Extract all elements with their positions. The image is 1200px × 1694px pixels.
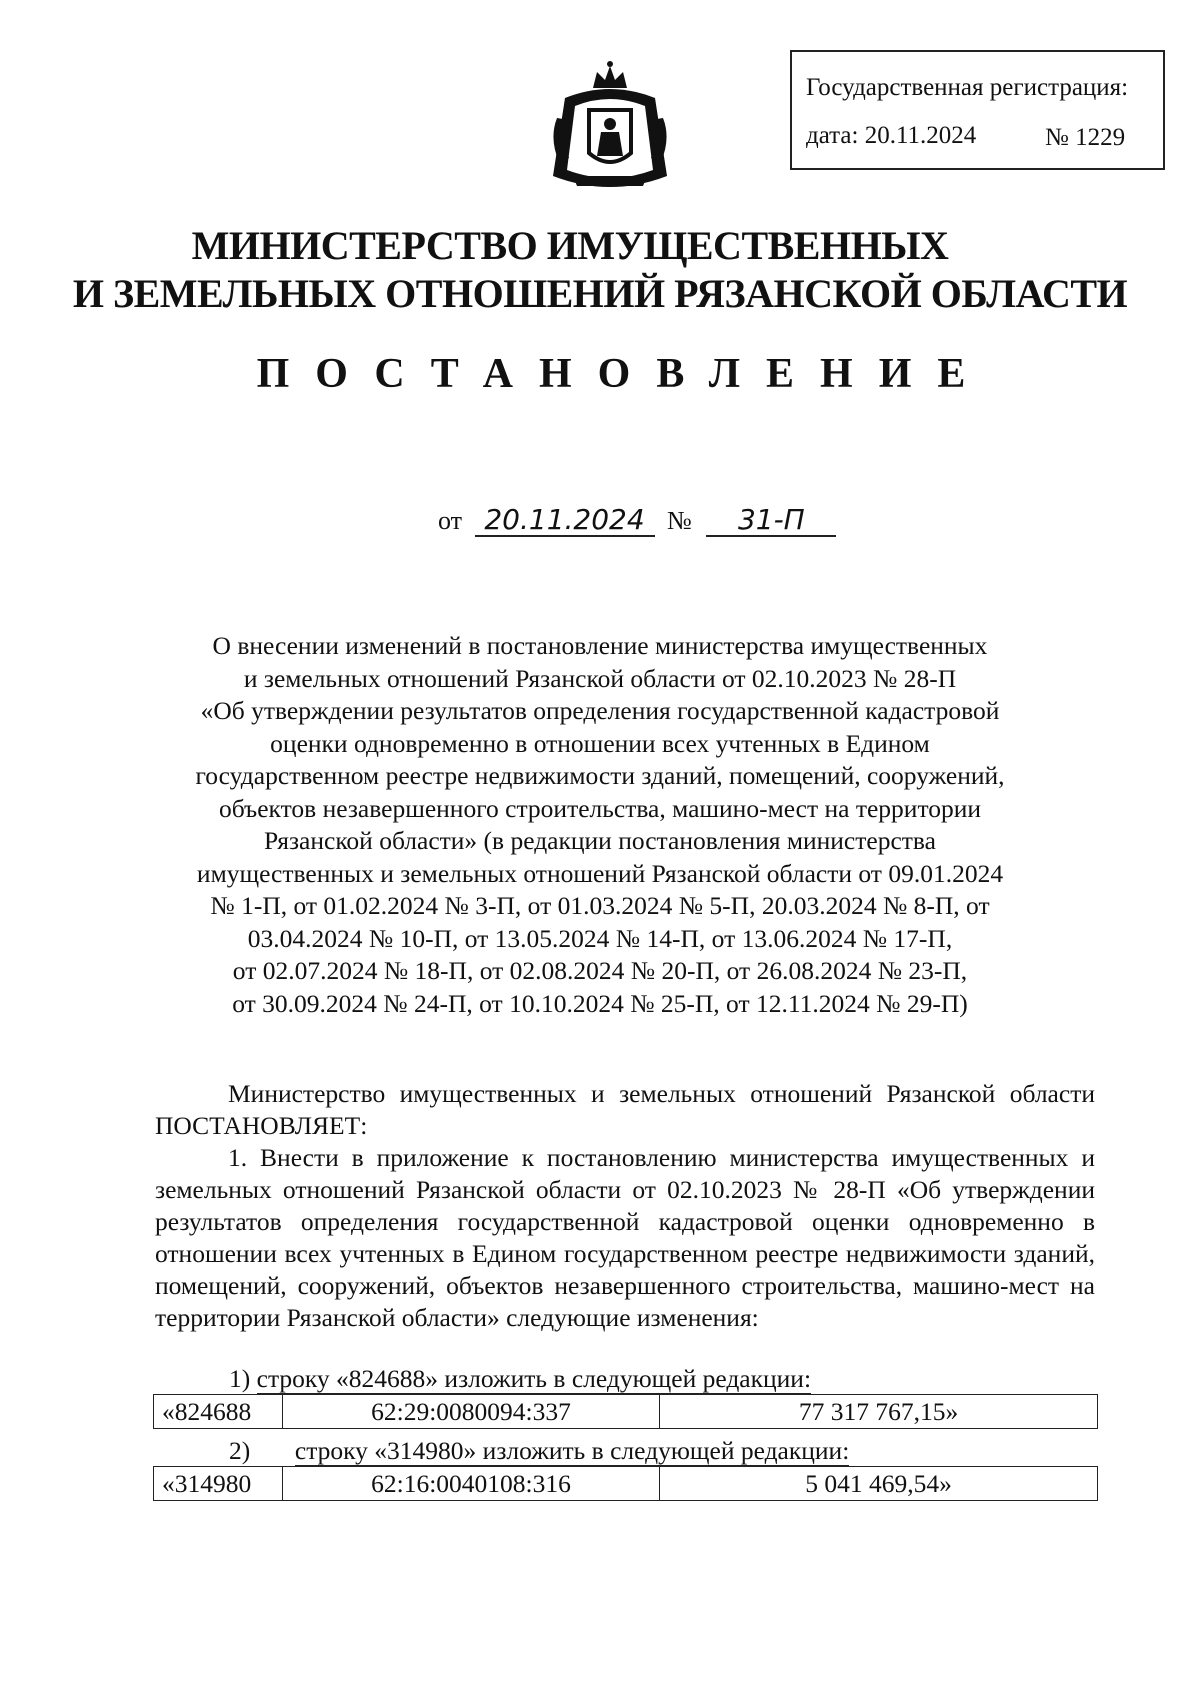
handwritten-number: 31-П: [706, 505, 836, 537]
subject-line: Рязанской области» (в редакции постановления министерства: [264, 826, 936, 855]
table-row: [154, 1395, 1098, 1429]
subject-line: от 30.09.2024 № 24-П, от 10.10.2024 № 25-П, от 12.11.2024 № 29-П): [232, 988, 968, 1018]
from-label: от: [438, 506, 463, 535]
item-1-number: 1): [229, 1364, 251, 1393]
item-1-line: [229, 1364, 811, 1394]
ministry-name-line1: МИНИСТЕРСТВО ИМУЩЕСТВЕННЫХ: [191, 223, 949, 268]
subject-line: от 02.07.2024 № 18-П, от 02.08.2024 № 20-П, от 26.08.2024 № 23-П,: [232, 956, 968, 985]
cadastral-number-cell: 62:16:0040108:316: [283, 1467, 660, 1501]
point-1-paragraph: 1. Внести в приложение к постановлению министерства имущественных и земельных отношений Рязанской области от 02.10.2023 № 28-П «Об утверждении результатов определения государственной кадастровой оценки одновременно в отношении всех учтенных в Едином государственном реестре недвижимости зданий, помещений, сооружений, объектов незавершенного строительства, машино-мест на территории Рязанской области» следующие изменения:: [155, 1143, 1095, 1332]
registration-title: Государственная регистрация:: [806, 74, 1129, 101]
table-row: [154, 1467, 1098, 1501]
document-type-title: ПОСТАНОВЛЕНИЕ: [256, 351, 992, 397]
row-table-1: [153, 1394, 1098, 1429]
coat-of-arms-emblem: [535, 58, 685, 208]
row-id-cell: «314980: [154, 1467, 283, 1501]
item-1-text: строку «824688» изложить в следующей редакции:: [256, 1364, 812, 1393]
registration-date: дата: 20.11.2024: [806, 122, 977, 149]
date-number-line: [438, 505, 836, 537]
subject-line: «Об утверждении результатов определения государственной кадастровой: [200, 696, 1000, 725]
subject-line: объектов незавершенного строительства, машино-мест на территории: [218, 793, 982, 823]
subject-line: имущественных и земельных отношений Рязанской области от 09.01.2024: [196, 858, 1004, 888]
intro-paragraph: Министерство имущественных и земельных отношений Рязанской области ПОСТАНОВЛЯЕТ:: [155, 1079, 1095, 1140]
registration-stamp: [790, 50, 1165, 170]
cadastral-number-cell: 62:29:0080094:337: [283, 1395, 660, 1429]
decree-body: [155, 1078, 1095, 1334]
handwritten-date: 20.11.2024: [475, 505, 655, 537]
ministry-name-line2: И ЗЕМЕЛЬНЫХ ОТНОШЕНИЙ РЯЗАНСКОЙ ОБЛАСТИ: [72, 271, 1128, 316]
row-id-cell: «824688: [154, 1395, 283, 1429]
subject-line: и земельных отношений Рязанской области от 02.10.2023 № 28-П: [243, 663, 957, 693]
item-2-number: 2): [229, 1436, 251, 1465]
item-2-text: строку «314980» изложить в следующей редакции:: [294, 1436, 850, 1465]
subject-line: № 1-П, от 01.02.2024 № 3-П, от 01.03.2024 № 5-П, 20.03.2024 № 8-П, от: [210, 891, 990, 920]
subject-line: оценки одновременно в отношении всех учтенных в Едином: [270, 728, 930, 758]
subject-line: государственном реестре недвижимости зданий, помещений, сооружений,: [195, 761, 1005, 790]
cadastral-value-cell: 5 041 469,54»: [660, 1467, 1098, 1501]
decree-subject: [150, 630, 1050, 1020]
cadastral-value-cell: 77 317 767,15»: [660, 1395, 1098, 1429]
subject-line: О внесении изменений в постановление министерства имущественных: [212, 631, 988, 660]
row-table-2: [153, 1466, 1098, 1501]
number-label: №: [667, 506, 692, 535]
registration-number: № 1229: [1045, 124, 1126, 151]
item-2-line: [229, 1436, 849, 1466]
subject-line: 03.04.2024 № 10-П, от 13.05.2024 № 14-П, от 13.06.2024 № 17-П,: [247, 923, 953, 953]
